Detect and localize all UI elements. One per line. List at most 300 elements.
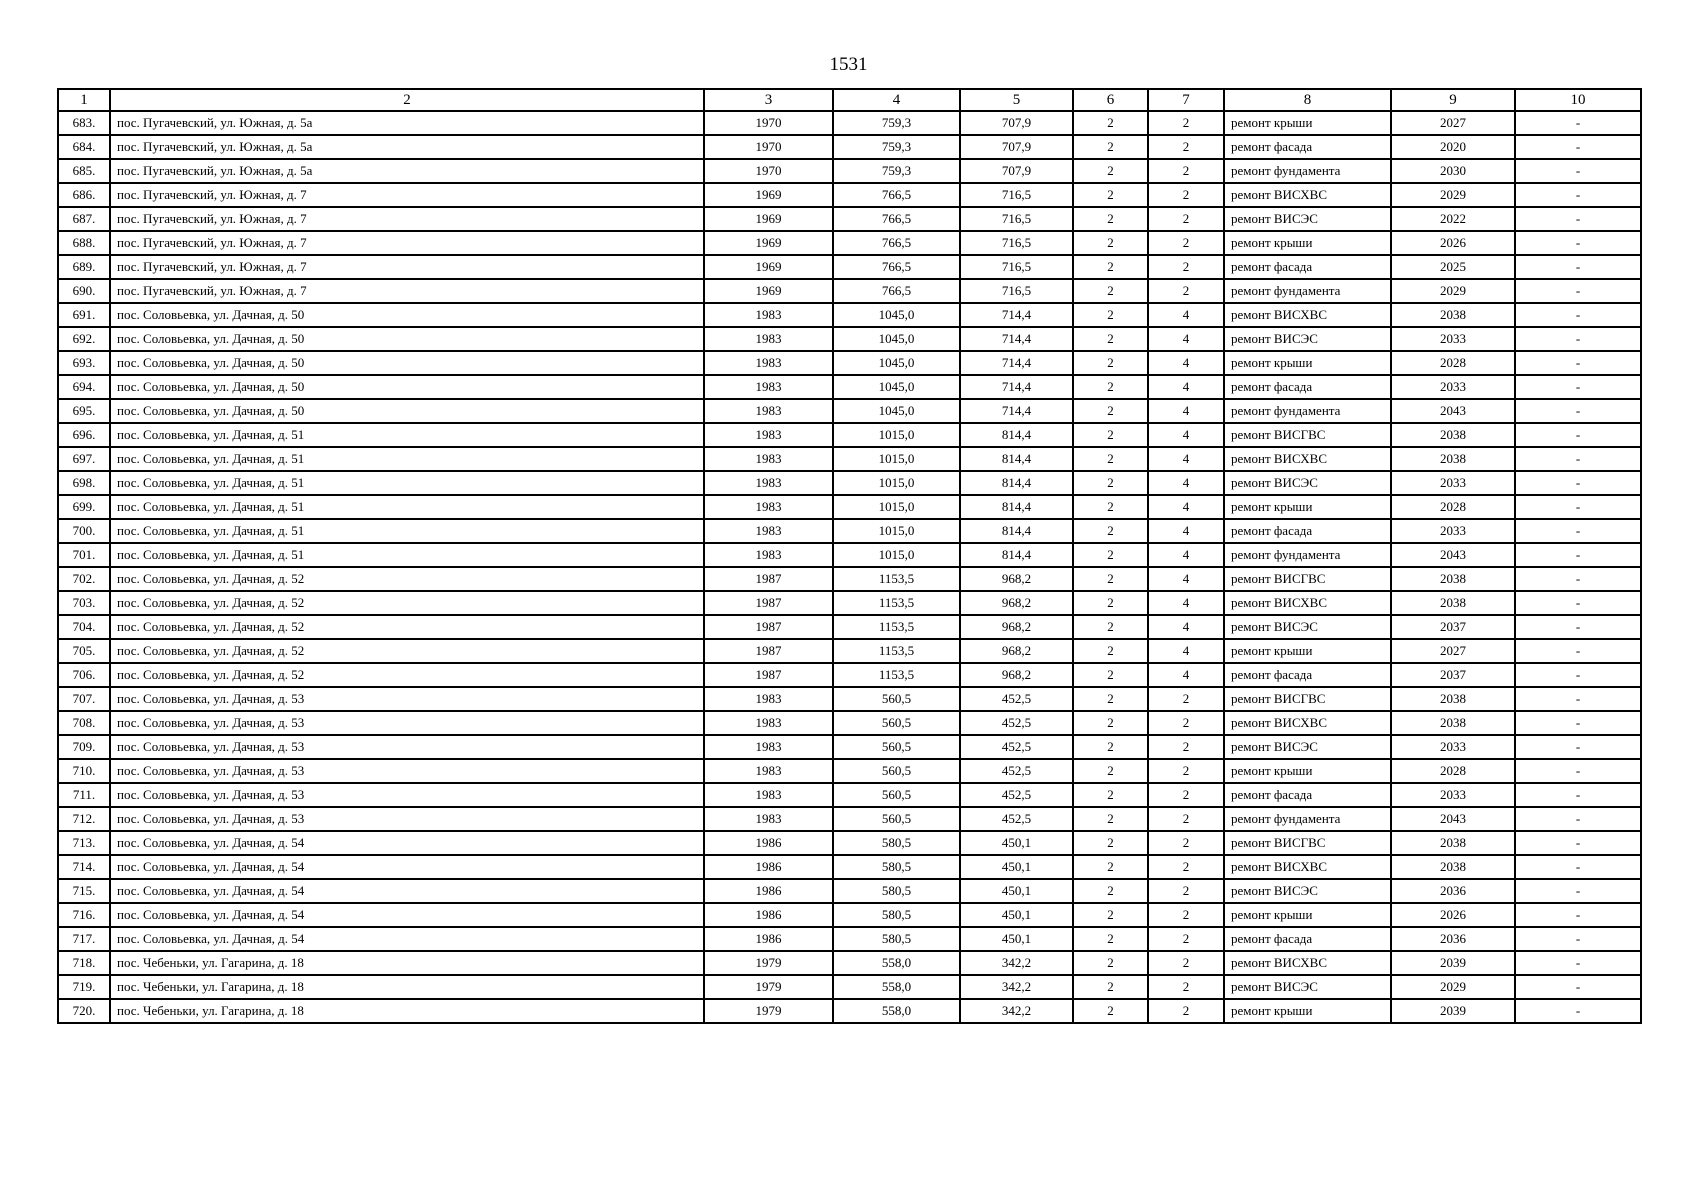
col6-cell: 2: [1073, 111, 1148, 135]
col10-cell: -: [1515, 615, 1641, 639]
col10-cell: -: [1515, 375, 1641, 399]
table-row: [58, 183, 1641, 207]
living-area-cell: 716,5: [960, 207, 1073, 231]
living-area-cell: 716,5: [960, 231, 1073, 255]
work-type-cell: ремонт крыши: [1224, 903, 1391, 927]
column-header-7: 7: [1148, 89, 1224, 111]
table-row: [58, 999, 1641, 1023]
col7-cell: 2: [1148, 111, 1224, 135]
year-built-cell: 1983: [704, 495, 833, 519]
row-number-cell: 714.: [58, 855, 110, 879]
row-number-cell: 712.: [58, 807, 110, 831]
total-area-cell: 1153,5: [833, 663, 960, 687]
work-type-cell: ремонт ВИСХВС: [1224, 447, 1391, 471]
year-built-cell: 1969: [704, 231, 833, 255]
planned-year-cell: 2027: [1391, 639, 1515, 663]
table-row: [58, 783, 1641, 807]
living-area-cell: 450,1: [960, 855, 1073, 879]
planned-year-cell: 2036: [1391, 879, 1515, 903]
year-built-cell: 1979: [704, 951, 833, 975]
table-row: [58, 903, 1641, 927]
planned-year-cell: 2039: [1391, 999, 1515, 1023]
col6-cell: 2: [1073, 927, 1148, 951]
work-type-cell: ремонт фундамента: [1224, 543, 1391, 567]
work-type-cell: ремонт фундамента: [1224, 279, 1391, 303]
col10-cell: -: [1515, 807, 1641, 831]
col6-cell: 2: [1073, 687, 1148, 711]
year-built-cell: 1987: [704, 567, 833, 591]
year-built-cell: 1983: [704, 327, 833, 351]
total-area-cell: 558,0: [833, 999, 960, 1023]
planned-year-cell: 2033: [1391, 783, 1515, 807]
table-row: [58, 375, 1641, 399]
col6-cell: 2: [1073, 255, 1148, 279]
col10-cell: -: [1515, 855, 1641, 879]
year-built-cell: 1983: [704, 471, 833, 495]
planned-year-cell: 2033: [1391, 375, 1515, 399]
year-built-cell: 1979: [704, 999, 833, 1023]
year-built-cell: 1983: [704, 447, 833, 471]
col7-cell: 4: [1148, 399, 1224, 423]
col10-cell: -: [1515, 951, 1641, 975]
col10-cell: -: [1515, 255, 1641, 279]
col7-cell: 2: [1148, 159, 1224, 183]
planned-year-cell: 2038: [1391, 567, 1515, 591]
planned-year-cell: 2033: [1391, 327, 1515, 351]
col7-cell: 2: [1148, 735, 1224, 759]
col7-cell: 2: [1148, 831, 1224, 855]
year-built-cell: 1983: [704, 735, 833, 759]
work-type-cell: ремонт ВИСГВС: [1224, 831, 1391, 855]
living-area-cell: 716,5: [960, 255, 1073, 279]
row-number-cell: 715.: [58, 879, 110, 903]
col10-cell: -: [1515, 543, 1641, 567]
living-area-cell: 714,4: [960, 399, 1073, 423]
col10-cell: -: [1515, 903, 1641, 927]
address-cell: пос. Соловьевка, ул. Дачная, д. 52: [110, 591, 704, 615]
living-area-cell: 452,5: [960, 783, 1073, 807]
living-area-cell: 814,4: [960, 519, 1073, 543]
planned-year-cell: 2028: [1391, 759, 1515, 783]
col6-cell: 2: [1073, 303, 1148, 327]
table-row: [58, 927, 1641, 951]
planned-year-cell: 2038: [1391, 687, 1515, 711]
col7-cell: 4: [1148, 591, 1224, 615]
row-number-cell: 700.: [58, 519, 110, 543]
col6-cell: 2: [1073, 639, 1148, 663]
col6-cell: 2: [1073, 567, 1148, 591]
table-row: [58, 231, 1641, 255]
total-area-cell: 580,5: [833, 855, 960, 879]
work-type-cell: ремонт фасада: [1224, 783, 1391, 807]
address-cell: пос. Соловьевка, ул. Дачная, д. 51: [110, 423, 704, 447]
col7-cell: 2: [1148, 999, 1224, 1023]
planned-year-cell: 2025: [1391, 255, 1515, 279]
col7-cell: 4: [1148, 615, 1224, 639]
year-built-cell: 1970: [704, 159, 833, 183]
table-row: [58, 111, 1641, 135]
table-row: [58, 639, 1641, 663]
year-built-cell: 1969: [704, 207, 833, 231]
header-row: [58, 89, 1641, 111]
col6-cell: 2: [1073, 903, 1148, 927]
row-number-cell: 697.: [58, 447, 110, 471]
col10-cell: -: [1515, 471, 1641, 495]
col7-cell: 2: [1148, 855, 1224, 879]
work-type-cell: ремонт ВИСЭС: [1224, 975, 1391, 999]
table-row: [58, 279, 1641, 303]
work-type-cell: ремонт ВИСЭС: [1224, 615, 1391, 639]
year-built-cell: 1983: [704, 423, 833, 447]
row-number-cell: 684.: [58, 135, 110, 159]
col6-cell: 2: [1073, 543, 1148, 567]
column-header-4: 4: [833, 89, 960, 111]
row-number-cell: 704.: [58, 615, 110, 639]
col6-cell: 2: [1073, 999, 1148, 1023]
living-area-cell: 814,4: [960, 543, 1073, 567]
col7-cell: 4: [1148, 327, 1224, 351]
col7-cell: 4: [1148, 375, 1224, 399]
address-cell: пос. Соловьевка, ул. Дачная, д. 51: [110, 543, 704, 567]
row-number-cell: 717.: [58, 927, 110, 951]
year-built-cell: 1983: [704, 399, 833, 423]
work-type-cell: ремонт фундамента: [1224, 159, 1391, 183]
planned-year-cell: 2043: [1391, 543, 1515, 567]
col6-cell: 2: [1073, 879, 1148, 903]
address-cell: пос. Пугачевский, ул. Южная, д. 5а: [110, 111, 704, 135]
address-cell: пос. Пугачевский, ул. Южная, д. 7: [110, 207, 704, 231]
address-cell: пос. Соловьевка, ул. Дачная, д. 53: [110, 735, 704, 759]
col6-cell: 2: [1073, 519, 1148, 543]
work-type-cell: ремонт фундамента: [1224, 807, 1391, 831]
total-area-cell: 766,5: [833, 231, 960, 255]
work-type-cell: ремонт крыши: [1224, 231, 1391, 255]
col10-cell: -: [1515, 111, 1641, 135]
total-area-cell: 560,5: [833, 759, 960, 783]
living-area-cell: 716,5: [960, 279, 1073, 303]
living-area-cell: 450,1: [960, 903, 1073, 927]
col7-cell: 2: [1148, 711, 1224, 735]
total-area-cell: 766,5: [833, 207, 960, 231]
address-cell: пос. Соловьевка, ул. Дачная, д. 52: [110, 663, 704, 687]
table-row: [58, 135, 1641, 159]
col7-cell: 2: [1148, 927, 1224, 951]
capital-repair-table: [57, 88, 1642, 1024]
col7-cell: 2: [1148, 975, 1224, 999]
planned-year-cell: 2033: [1391, 735, 1515, 759]
total-area-cell: 580,5: [833, 879, 960, 903]
address-cell: пос. Соловьевка, ул. Дачная, д. 53: [110, 711, 704, 735]
total-area-cell: 1015,0: [833, 519, 960, 543]
row-number-cell: 686.: [58, 183, 110, 207]
total-area-cell: 1015,0: [833, 471, 960, 495]
table-row: [58, 855, 1641, 879]
col6-cell: 2: [1073, 183, 1148, 207]
col10-cell: -: [1515, 639, 1641, 663]
planned-year-cell: 2028: [1391, 495, 1515, 519]
col6-cell: 2: [1073, 591, 1148, 615]
column-header-2: 2: [110, 89, 704, 111]
col6-cell: 2: [1073, 207, 1148, 231]
address-cell: пос. Соловьевка, ул. Дачная, д. 54: [110, 855, 704, 879]
planned-year-cell: 2020: [1391, 135, 1515, 159]
column-header-1: 1: [58, 89, 110, 111]
planned-year-cell: 2038: [1391, 711, 1515, 735]
planned-year-cell: 2033: [1391, 519, 1515, 543]
year-built-cell: 1987: [704, 615, 833, 639]
row-number-cell: 701.: [58, 543, 110, 567]
living-area-cell: 814,4: [960, 471, 1073, 495]
living-area-cell: 450,1: [960, 927, 1073, 951]
table-row: [58, 495, 1641, 519]
work-type-cell: ремонт ВИСЭС: [1224, 471, 1391, 495]
row-number-cell: 720.: [58, 999, 110, 1023]
row-number-cell: 689.: [58, 255, 110, 279]
work-type-cell: ремонт фасада: [1224, 663, 1391, 687]
col10-cell: -: [1515, 663, 1641, 687]
row-number-cell: 707.: [58, 687, 110, 711]
col6-cell: 2: [1073, 663, 1148, 687]
col6-cell: 2: [1073, 231, 1148, 255]
year-built-cell: 1986: [704, 879, 833, 903]
col7-cell: 2: [1148, 759, 1224, 783]
living-area-cell: 452,5: [960, 759, 1073, 783]
living-area-cell: 814,4: [960, 423, 1073, 447]
address-cell: пос. Соловьевка, ул. Дачная, д. 50: [110, 303, 704, 327]
living-area-cell: 342,2: [960, 999, 1073, 1023]
row-number-cell: 719.: [58, 975, 110, 999]
living-area-cell: 968,2: [960, 591, 1073, 615]
col7-cell: 2: [1148, 135, 1224, 159]
work-type-cell: ремонт фасада: [1224, 255, 1391, 279]
col7-cell: 2: [1148, 807, 1224, 831]
col7-cell: 4: [1148, 471, 1224, 495]
address-cell: пос. Соловьевка, ул. Дачная, д. 54: [110, 879, 704, 903]
table-row: [58, 879, 1641, 903]
row-number-cell: 698.: [58, 471, 110, 495]
living-area-cell: 714,4: [960, 327, 1073, 351]
table-row: [58, 159, 1641, 183]
row-number-cell: 695.: [58, 399, 110, 423]
total-area-cell: 1045,0: [833, 303, 960, 327]
row-number-cell: 690.: [58, 279, 110, 303]
col6-cell: 2: [1073, 279, 1148, 303]
work-type-cell: ремонт ВИСЭС: [1224, 327, 1391, 351]
year-built-cell: 1987: [704, 639, 833, 663]
row-number-cell: 711.: [58, 783, 110, 807]
address-cell: пос. Пугачевский, ул. Южная, д. 7: [110, 183, 704, 207]
total-area-cell: 560,5: [833, 687, 960, 711]
row-number-cell: 703.: [58, 591, 110, 615]
table-row: [58, 351, 1641, 375]
living-area-cell: 716,5: [960, 183, 1073, 207]
row-number-cell: 709.: [58, 735, 110, 759]
col10-cell: -: [1515, 327, 1641, 351]
living-area-cell: 452,5: [960, 807, 1073, 831]
total-area-cell: 759,3: [833, 111, 960, 135]
table-row: [58, 399, 1641, 423]
address-cell: пос. Пугачевский, ул. Южная, д. 7: [110, 255, 704, 279]
work-type-cell: ремонт фасада: [1224, 135, 1391, 159]
work-type-cell: ремонт ВИСХВС: [1224, 591, 1391, 615]
col6-cell: 2: [1073, 783, 1148, 807]
total-area-cell: 1015,0: [833, 423, 960, 447]
work-type-cell: ремонт фасада: [1224, 927, 1391, 951]
total-area-cell: 759,3: [833, 159, 960, 183]
planned-year-cell: 2026: [1391, 231, 1515, 255]
col6-cell: 2: [1073, 351, 1148, 375]
living-area-cell: 814,4: [960, 447, 1073, 471]
work-type-cell: ремонт ВИСХВС: [1224, 951, 1391, 975]
col7-cell: 2: [1148, 255, 1224, 279]
planned-year-cell: 2039: [1391, 951, 1515, 975]
table-row: [58, 255, 1641, 279]
year-built-cell: 1983: [704, 687, 833, 711]
table-row: [58, 687, 1641, 711]
col10-cell: -: [1515, 927, 1641, 951]
col7-cell: 2: [1148, 951, 1224, 975]
table-row: [58, 303, 1641, 327]
column-header-9: 9: [1391, 89, 1515, 111]
col7-cell: 4: [1148, 351, 1224, 375]
col6-cell: 2: [1073, 759, 1148, 783]
living-area-cell: 814,4: [960, 495, 1073, 519]
col7-cell: 4: [1148, 567, 1224, 591]
address-cell: пос. Чебеньки, ул. Гагарина, д. 18: [110, 975, 704, 999]
table-row: [58, 543, 1641, 567]
col10-cell: -: [1515, 831, 1641, 855]
work-type-cell: ремонт фасада: [1224, 519, 1391, 543]
year-built-cell: 1986: [704, 927, 833, 951]
total-area-cell: 759,3: [833, 135, 960, 159]
living-area-cell: 714,4: [960, 351, 1073, 375]
address-cell: пос. Соловьевка, ул. Дачная, д. 52: [110, 615, 704, 639]
year-built-cell: 1983: [704, 375, 833, 399]
work-type-cell: ремонт ВИСХВС: [1224, 711, 1391, 735]
total-area-cell: 558,0: [833, 975, 960, 999]
row-number-cell: 694.: [58, 375, 110, 399]
living-area-cell: 968,2: [960, 567, 1073, 591]
year-built-cell: 1970: [704, 135, 833, 159]
total-area-cell: 1045,0: [833, 399, 960, 423]
table-row: [58, 207, 1641, 231]
address-cell: пос. Соловьевка, ул. Дачная, д. 52: [110, 639, 704, 663]
col10-cell: -: [1515, 711, 1641, 735]
total-area-cell: 1015,0: [833, 447, 960, 471]
living-area-cell: 342,2: [960, 975, 1073, 999]
column-header-10: 10: [1515, 89, 1641, 111]
planned-year-cell: 2029: [1391, 975, 1515, 999]
planned-year-cell: 2038: [1391, 447, 1515, 471]
col10-cell: -: [1515, 207, 1641, 231]
work-type-cell: ремонт фасада: [1224, 375, 1391, 399]
address-cell: пос. Соловьевка, ул. Дачная, д. 52: [110, 567, 704, 591]
work-type-cell: ремонт крыши: [1224, 351, 1391, 375]
living-area-cell: 450,1: [960, 879, 1073, 903]
col6-cell: 2: [1073, 735, 1148, 759]
col7-cell: 2: [1148, 231, 1224, 255]
col6-cell: 2: [1073, 375, 1148, 399]
planned-year-cell: 2028: [1391, 351, 1515, 375]
planned-year-cell: 2027: [1391, 111, 1515, 135]
col6-cell: 2: [1073, 327, 1148, 351]
row-number-cell: 699.: [58, 495, 110, 519]
planned-year-cell: 2038: [1391, 423, 1515, 447]
work-type-cell: ремонт ВИСГВС: [1224, 567, 1391, 591]
table-row: [58, 735, 1641, 759]
col6-cell: 2: [1073, 975, 1148, 999]
work-type-cell: ремонт крыши: [1224, 999, 1391, 1023]
year-built-cell: 1983: [704, 807, 833, 831]
address-cell: пос. Соловьевка, ул. Дачная, д. 50: [110, 375, 704, 399]
planned-year-cell: 2036: [1391, 927, 1515, 951]
work-type-cell: ремонт ВИСГВС: [1224, 687, 1391, 711]
col10-cell: -: [1515, 879, 1641, 903]
row-number-cell: 683.: [58, 111, 110, 135]
address-cell: пос. Пугачевский, ул. Южная, д. 7: [110, 279, 704, 303]
col7-cell: 2: [1148, 279, 1224, 303]
address-cell: пос. Соловьевка, ул. Дачная, д. 50: [110, 399, 704, 423]
work-type-cell: ремонт ВИСХВС: [1224, 303, 1391, 327]
table-row: [58, 423, 1641, 447]
col10-cell: -: [1515, 303, 1641, 327]
year-built-cell: 1987: [704, 591, 833, 615]
year-built-cell: 1983: [704, 543, 833, 567]
total-area-cell: 766,5: [833, 255, 960, 279]
year-built-cell: 1983: [704, 303, 833, 327]
row-number-cell: 716.: [58, 903, 110, 927]
table-row: [58, 759, 1641, 783]
table-header: [58, 89, 1641, 111]
col7-cell: 4: [1148, 423, 1224, 447]
table-row: [58, 663, 1641, 687]
row-number-cell: 718.: [58, 951, 110, 975]
planned-year-cell: 2037: [1391, 663, 1515, 687]
col10-cell: -: [1515, 735, 1641, 759]
col10-cell: -: [1515, 351, 1641, 375]
col7-cell: 2: [1148, 903, 1224, 927]
col6-cell: 2: [1073, 423, 1148, 447]
col10-cell: -: [1515, 399, 1641, 423]
living-area-cell: 714,4: [960, 375, 1073, 399]
col6-cell: 2: [1073, 831, 1148, 855]
year-built-cell: 1969: [704, 183, 833, 207]
col6-cell: 2: [1073, 495, 1148, 519]
col10-cell: -: [1515, 567, 1641, 591]
living-area-cell: 968,2: [960, 663, 1073, 687]
col6-cell: 2: [1073, 711, 1148, 735]
row-number-cell: 702.: [58, 567, 110, 591]
planned-year-cell: 2038: [1391, 303, 1515, 327]
table-row: [58, 591, 1641, 615]
col10-cell: -: [1515, 999, 1641, 1023]
planned-year-cell: 2037: [1391, 615, 1515, 639]
address-cell: пос. Соловьевка, ул. Дачная, д. 51: [110, 519, 704, 543]
year-built-cell: 1979: [704, 975, 833, 999]
address-cell: пос. Соловьевка, ул. Дачная, д. 53: [110, 783, 704, 807]
row-number-cell: 708.: [58, 711, 110, 735]
col6-cell: 2: [1073, 135, 1148, 159]
total-area-cell: 1015,0: [833, 495, 960, 519]
planned-year-cell: 2022: [1391, 207, 1515, 231]
work-type-cell: ремонт крыши: [1224, 639, 1391, 663]
planned-year-cell: 2038: [1391, 831, 1515, 855]
address-cell: пос. Чебеньки, ул. Гагарина, д. 18: [110, 951, 704, 975]
living-area-cell: 452,5: [960, 735, 1073, 759]
col6-cell: 2: [1073, 159, 1148, 183]
living-area-cell: 452,5: [960, 687, 1073, 711]
year-built-cell: 1983: [704, 759, 833, 783]
